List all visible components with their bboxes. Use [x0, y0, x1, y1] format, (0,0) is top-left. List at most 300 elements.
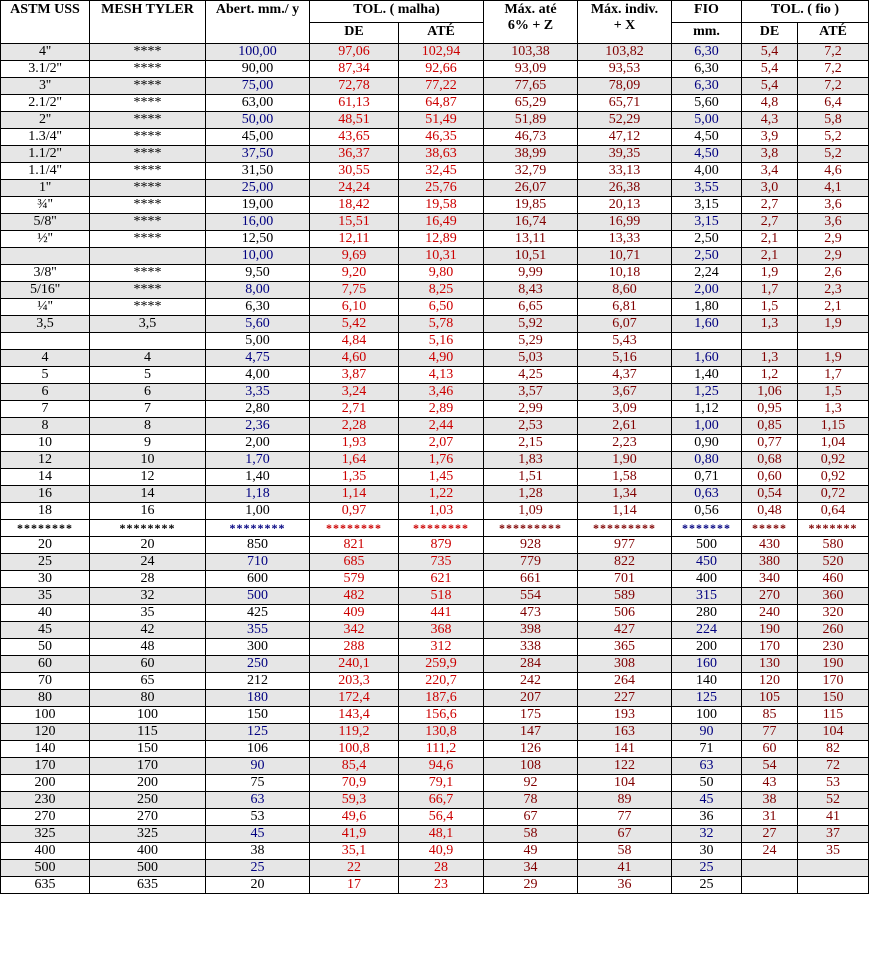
cell-fio: 100 — [672, 707, 742, 724]
table-row — [1, 486, 869, 503]
cell-tol-fio-de: 4,3 — [742, 112, 798, 129]
cell-tol-fio-ate: 115 — [798, 707, 869, 724]
cell-astm: 3,5 — [1, 316, 90, 333]
cell-tol-malha-de: 22 — [310, 860, 399, 877]
cell-tol-malha-de: 1,93 — [310, 435, 399, 452]
cell-max-ate: 38,99 — [484, 146, 578, 163]
cell-abertura: 5,00 — [206, 333, 310, 350]
cell-tol-fio-de: 3,0 — [742, 180, 798, 197]
cell-tol-malha-de: 48,51 — [310, 112, 399, 129]
cell-max-ate: 661 — [484, 571, 578, 588]
cell-tol-malha-de: 17 — [310, 877, 399, 894]
cell-tol-malha-de: 482 — [310, 588, 399, 605]
cell-abertura: 63 — [206, 792, 310, 809]
cell-tol-malha-ate: 1,45 — [399, 469, 484, 486]
cell-tol-malha-de: 85,4 — [310, 758, 399, 775]
cell-abertura: 106 — [206, 741, 310, 758]
cell-tol-fio-ate: 0,72 — [798, 486, 869, 503]
cell-mesh-tyler: 60 — [90, 656, 206, 673]
cell-abertura: 16,00 — [206, 214, 310, 231]
cell-astm: 5/8'' — [1, 214, 90, 231]
cell-max-indiv: 1,14 — [578, 503, 672, 520]
cell-astm: 5 — [1, 367, 90, 384]
cell-tol-fio-de: 0,60 — [742, 469, 798, 486]
cell-fio: 71 — [672, 741, 742, 758]
cell-tol-fio-ate: 3,6 — [798, 197, 869, 214]
cell-tol-malha-de: 61,13 — [310, 95, 399, 112]
cell-tol-malha-ate: 48,1 — [399, 826, 484, 843]
cell-tol-fio-ate: 72 — [798, 758, 869, 775]
cell-tol-malha-de: 59,3 — [310, 792, 399, 809]
cell-max-ate: 3,57 — [484, 384, 578, 401]
cell-astm: 30 — [1, 571, 90, 588]
cell-fio: 4,50 — [672, 146, 742, 163]
cell-astm: ½'' — [1, 231, 90, 248]
cell-tol-fio-ate: 4,1 — [798, 180, 869, 197]
cell-tol-fio-ate — [798, 860, 869, 877]
cell-mesh-tyler: 10 — [90, 452, 206, 469]
table-row — [1, 163, 869, 180]
cell-tol-malha-ate: 9,80 — [399, 265, 484, 282]
cell-astm — [1, 333, 90, 350]
cell-tol-fio-de: 190 — [742, 622, 798, 639]
cell-abertura: 20 — [206, 877, 310, 894]
header-max-ate — [484, 1, 578, 44]
cell-fio: 1,60 — [672, 350, 742, 367]
cell-max-ate: 8,43 — [484, 282, 578, 299]
cell-tol-malha-ate: 46,35 — [399, 129, 484, 146]
cell-astm: 1'' — [1, 180, 90, 197]
cell-max-indiv: 141 — [578, 741, 672, 758]
table-row — [1, 214, 869, 231]
cell-tol-fio-de: 24 — [742, 843, 798, 860]
cell-tol-fio-ate: 104 — [798, 724, 869, 741]
cell-tol-fio-de: 5,4 — [742, 44, 798, 61]
cell-tol-fio-de: 1,5 — [742, 299, 798, 316]
cell-max-indiv: 103,82 — [578, 44, 672, 61]
cell-tol-fio-ate: 1,9 — [798, 316, 869, 333]
cell-abertura: 3,35 — [206, 384, 310, 401]
cell-astm: 10 — [1, 435, 90, 452]
cell-tol-malha-ate: 259,9 — [399, 656, 484, 673]
cell-abertura: 75 — [206, 775, 310, 792]
cell-tol-malha-de: 3,87 — [310, 367, 399, 384]
cell-tol-malha-de: 579 — [310, 571, 399, 588]
cell-tol-malha-de: 685 — [310, 554, 399, 571]
cell-abertura: 38 — [206, 843, 310, 860]
cell-astm: 1.3/4'' — [1, 129, 90, 146]
table-row — [1, 503, 869, 520]
cell-astm: 3.1/2'' — [1, 61, 90, 78]
cell-max-ate: 78 — [484, 792, 578, 809]
cell-mesh-tyler: 100 — [90, 707, 206, 724]
cell-max-ate: 5,29 — [484, 333, 578, 350]
cell-abertura: 31,50 — [206, 163, 310, 180]
cell-astm: 100 — [1, 707, 90, 724]
cell-abertura: 2,00 — [206, 435, 310, 452]
cell-max-ate: 6,65 — [484, 299, 578, 316]
cell-astm: 60 — [1, 656, 90, 673]
cell-tol-fio-de: 2,1 — [742, 248, 798, 265]
cell-fio: 2,24 — [672, 265, 742, 282]
cell-astm: 80 — [1, 690, 90, 707]
cell-mesh-tyler: 24 — [90, 554, 206, 571]
cell-fio: 90 — [672, 724, 742, 741]
cell-abertura: 150 — [206, 707, 310, 724]
cell-tol-malha-de: 9,20 — [310, 265, 399, 282]
cell-tol-fio-ate — [798, 333, 869, 350]
cell-max-indiv: 10,71 — [578, 248, 672, 265]
cell-tol-fio-de: 1,3 — [742, 316, 798, 333]
header-malha-ate: ATÉ — [399, 23, 484, 44]
cell-max-indiv: 93,53 — [578, 61, 672, 78]
cell-max-indiv: 13,33 — [578, 231, 672, 248]
cell-fio: ******* — [672, 520, 742, 537]
cell-mesh-tyler: 400 — [90, 843, 206, 860]
cell-tol-fio-de: 85 — [742, 707, 798, 724]
cell-max-indiv: 5,16 — [578, 350, 672, 367]
cell-abertura: 25 — [206, 860, 310, 877]
cell-max-ate: 13,11 — [484, 231, 578, 248]
cell-astm: 25 — [1, 554, 90, 571]
cell-abertura: 8,00 — [206, 282, 310, 299]
cell-max-indiv: 6,07 — [578, 316, 672, 333]
table-row — [1, 622, 869, 639]
table-row — [1, 129, 869, 146]
table-row — [1, 639, 869, 656]
cell-tol-fio-de: 270 — [742, 588, 798, 605]
cell-max-indiv: 16,99 — [578, 214, 672, 231]
header-max-ate-sub: 6% + Z — [507, 18, 554, 33]
cell-tol-fio-de: 0,95 — [742, 401, 798, 418]
cell-max-ate: 29 — [484, 877, 578, 894]
cell-abertura: 2,36 — [206, 418, 310, 435]
cell-fio: 280 — [672, 605, 742, 622]
cell-max-indiv: 41 — [578, 860, 672, 877]
cell-fio: 450 — [672, 554, 742, 571]
table-row — [1, 350, 869, 367]
cell-astm: 12 — [1, 452, 90, 469]
cell-fio: 125 — [672, 690, 742, 707]
cell-tol-malha-ate: 130,8 — [399, 724, 484, 741]
cell-mesh-tyler: **** — [90, 95, 206, 112]
cell-max-indiv: 89 — [578, 792, 672, 809]
table-row — [1, 792, 869, 809]
cell-max-ate: 108 — [484, 758, 578, 775]
cell-max-indiv: 308 — [578, 656, 672, 673]
cell-tol-malha-ate: 16,49 — [399, 214, 484, 231]
cell-mesh-tyler: **** — [90, 282, 206, 299]
cell-tol-fio-de: 0,85 — [742, 418, 798, 435]
cell-abertura: 50,00 — [206, 112, 310, 129]
cell-astm: 2.1/2'' — [1, 95, 90, 112]
cell-abertura: 1,70 — [206, 452, 310, 469]
cell-tol-fio-ate: 1,15 — [798, 418, 869, 435]
cell-tol-malha-de: 72,78 — [310, 78, 399, 95]
cell-abertura: 90,00 — [206, 61, 310, 78]
cell-astm: 40 — [1, 605, 90, 622]
table-row — [1, 78, 869, 95]
cell-tol-malha-ate: 441 — [399, 605, 484, 622]
cell-tol-malha-de: 9,69 — [310, 248, 399, 265]
cell-max-indiv: 26,38 — [578, 180, 672, 197]
cell-tol-fio-de: 0,48 — [742, 503, 798, 520]
cell-fio: 1,60 — [672, 316, 742, 333]
cell-tol-fio-de — [742, 860, 798, 877]
cell-max-ate: 65,29 — [484, 95, 578, 112]
cell-max-indiv: 33,13 — [578, 163, 672, 180]
table-row — [1, 537, 869, 554]
cell-mesh-tyler: 32 — [90, 588, 206, 605]
cell-fio: 0,71 — [672, 469, 742, 486]
cell-abertura: 75,00 — [206, 78, 310, 95]
cell-astm: 70 — [1, 673, 90, 690]
table-row — [1, 146, 869, 163]
cell-tol-fio-ate: 1,3 — [798, 401, 869, 418]
cell-mesh-tyler: 80 — [90, 690, 206, 707]
table-row — [1, 690, 869, 707]
cell-tol-fio-de: 1,2 — [742, 367, 798, 384]
header-max-indiv — [578, 1, 672, 44]
cell-tol-fio-de: 2,7 — [742, 214, 798, 231]
header-abertura: Abert. mm./ y — [206, 1, 310, 44]
cell-fio: 400 — [672, 571, 742, 588]
cell-max-ate: 779 — [484, 554, 578, 571]
cell-tol-malha-ate: 40,9 — [399, 843, 484, 860]
cell-fio: 25 — [672, 877, 742, 894]
table-row — [1, 44, 869, 61]
cell-tol-malha-ate: 2,89 — [399, 401, 484, 418]
cell-tol-fio-de: 3,9 — [742, 129, 798, 146]
cell-max-indiv: 52,29 — [578, 112, 672, 129]
table-row — [1, 843, 869, 860]
cell-abertura: 100,00 — [206, 44, 310, 61]
cell-tol-malha-ate: 23 — [399, 877, 484, 894]
cell-tol-fio-ate: 2,6 — [798, 265, 869, 282]
cell-tol-malha-ate: 4,13 — [399, 367, 484, 384]
cell-tol-fio-de: 3,4 — [742, 163, 798, 180]
table-row — [1, 282, 869, 299]
cell-max-ate: 46,73 — [484, 129, 578, 146]
cell-max-ate: 5,92 — [484, 316, 578, 333]
cell-tol-malha-de: 3,24 — [310, 384, 399, 401]
cell-max-indiv: 78,09 — [578, 78, 672, 95]
cell-max-indiv: 2,23 — [578, 435, 672, 452]
table-row — [1, 520, 869, 537]
cell-fio: 3,55 — [672, 180, 742, 197]
cell-tol-fio-ate: 3,6 — [798, 214, 869, 231]
cell-mesh-tyler: **** — [90, 265, 206, 282]
cell-astm: 14 — [1, 469, 90, 486]
cell-tol-malha-ate: 12,89 — [399, 231, 484, 248]
cell-max-indiv: 6,81 — [578, 299, 672, 316]
cell-fio: 315 — [672, 588, 742, 605]
cell-tol-malha-de: 18,42 — [310, 197, 399, 214]
cell-tol-malha-de: 1,64 — [310, 452, 399, 469]
cell-max-ate: 67 — [484, 809, 578, 826]
table-row — [1, 401, 869, 418]
table-row — [1, 724, 869, 741]
cell-abertura: 5,60 — [206, 316, 310, 333]
cell-tol-fio-ate: 6,4 — [798, 95, 869, 112]
cell-tol-malha-ate: 621 — [399, 571, 484, 588]
cell-tol-fio-de: 4,8 — [742, 95, 798, 112]
cell-tol-malha-de: 12,11 — [310, 231, 399, 248]
cell-fio: 50 — [672, 775, 742, 792]
cell-mesh-tyler: 250 — [90, 792, 206, 809]
cell-max-indiv: 701 — [578, 571, 672, 588]
cell-mesh-tyler: 14 — [90, 486, 206, 503]
cell-max-ate: 5,03 — [484, 350, 578, 367]
cell-fio: 200 — [672, 639, 742, 656]
cell-tol-malha-ate: 94,6 — [399, 758, 484, 775]
cell-tol-malha-ate: 879 — [399, 537, 484, 554]
cell-max-ate: 473 — [484, 605, 578, 622]
cell-mesh-tyler: 170 — [90, 758, 206, 775]
cell-mesh-tyler: 48 — [90, 639, 206, 656]
cell-abertura: 90 — [206, 758, 310, 775]
cell-max-ate: 16,74 — [484, 214, 578, 231]
cell-astm: 35 — [1, 588, 90, 605]
cell-fio: 6,30 — [672, 61, 742, 78]
cell-tol-malha-de: 821 — [310, 537, 399, 554]
cell-abertura: 125 — [206, 724, 310, 741]
cell-tol-fio-de: 0,68 — [742, 452, 798, 469]
cell-mesh-tyler: 8 — [90, 418, 206, 435]
cell-tol-fio-de: ***** — [742, 520, 798, 537]
cell-astm: ¼'' — [1, 299, 90, 316]
cell-max-ate: ********* — [484, 520, 578, 537]
cell-tol-fio-ate: 1,7 — [798, 367, 869, 384]
cell-astm: 8 — [1, 418, 90, 435]
cell-astm: 230 — [1, 792, 90, 809]
cell-tol-fio-de: 430 — [742, 537, 798, 554]
cell-mesh-tyler: **** — [90, 44, 206, 61]
cell-abertura: 25,00 — [206, 180, 310, 197]
cell-tol-fio-de: 1,7 — [742, 282, 798, 299]
cell-tol-fio-de: 2,1 — [742, 231, 798, 248]
cell-max-ate: 103,38 — [484, 44, 578, 61]
table-row — [1, 418, 869, 435]
cell-max-ate: 554 — [484, 588, 578, 605]
cell-tol-malha-ate: 368 — [399, 622, 484, 639]
cell-mesh-tyler: 12 — [90, 469, 206, 486]
cell-abertura: 45 — [206, 826, 310, 843]
cell-max-indiv: 58 — [578, 843, 672, 860]
cell-max-indiv: 4,37 — [578, 367, 672, 384]
cell-tol-fio-de: 27 — [742, 826, 798, 843]
cell-tol-malha-de: 5,42 — [310, 316, 399, 333]
cell-tol-malha-de: 7,75 — [310, 282, 399, 299]
cell-tol-fio-de: 5,4 — [742, 78, 798, 95]
cell-abertura: 212 — [206, 673, 310, 690]
cell-mesh-tyler: **** — [90, 78, 206, 95]
cell-max-indiv: 506 — [578, 605, 672, 622]
cell-astm: 140 — [1, 741, 90, 758]
cell-max-indiv: 163 — [578, 724, 672, 741]
cell-tol-malha-ate: 518 — [399, 588, 484, 605]
cell-abertura: 53 — [206, 809, 310, 826]
cell-mesh-tyler: 115 — [90, 724, 206, 741]
cell-tol-malha-ate: 1,76 — [399, 452, 484, 469]
cell-fio: 1,80 — [672, 299, 742, 316]
cell-max-indiv: 39,35 — [578, 146, 672, 163]
cell-fio: 5,00 — [672, 112, 742, 129]
table-row — [1, 571, 869, 588]
cell-abertura: 850 — [206, 537, 310, 554]
cell-abertura: 37,50 — [206, 146, 310, 163]
cell-max-ate: 10,51 — [484, 248, 578, 265]
cell-tol-malha-de: 4,60 — [310, 350, 399, 367]
cell-fio: 6,30 — [672, 44, 742, 61]
cell-astm: 18 — [1, 503, 90, 520]
cell-mesh-tyler: **** — [90, 61, 206, 78]
cell-max-indiv: 227 — [578, 690, 672, 707]
cell-max-ate: 2,53 — [484, 418, 578, 435]
cell-tol-fio-ate: 580 — [798, 537, 869, 554]
cell-tol-malha-de: 1,14 — [310, 486, 399, 503]
header-tol-fio: TOL. ( fio ) — [742, 1, 869, 23]
cell-max-ate: 147 — [484, 724, 578, 741]
cell-tol-malha-ate: 66,7 — [399, 792, 484, 809]
cell-max-indiv: 77 — [578, 809, 672, 826]
cell-tol-fio-ate: 170 — [798, 673, 869, 690]
cell-tol-fio-de: 340 — [742, 571, 798, 588]
cell-tol-fio-ate: 7,2 — [798, 61, 869, 78]
cell-tol-fio-de: 170 — [742, 639, 798, 656]
cell-fio: 3,15 — [672, 197, 742, 214]
header-max-indiv-label: Máx. indiv. — [590, 2, 659, 17]
cell-mesh-tyler: **** — [90, 214, 206, 231]
table-row — [1, 452, 869, 469]
table-row — [1, 605, 869, 622]
cell-tol-fio-de — [742, 877, 798, 894]
cell-abertura: 425 — [206, 605, 310, 622]
cell-tol-malha-ate: 3,46 — [399, 384, 484, 401]
cell-fio: 1,00 — [672, 418, 742, 435]
cell-tol-fio-ate: 1,5 — [798, 384, 869, 401]
cell-tol-malha-de: 87,34 — [310, 61, 399, 78]
cell-astm: 635 — [1, 877, 90, 894]
cell-tol-malha-ate: 79,1 — [399, 775, 484, 792]
cell-tol-malha-de: 1,35 — [310, 469, 399, 486]
cell-abertura: 45,00 — [206, 129, 310, 146]
cell-tol-malha-ate: 111,2 — [399, 741, 484, 758]
table-row — [1, 333, 869, 350]
cell-abertura: 500 — [206, 588, 310, 605]
cell-max-ate: 2,99 — [484, 401, 578, 418]
cell-fio: 25 — [672, 860, 742, 877]
cell-mesh-tyler: **** — [90, 163, 206, 180]
cell-tol-fio-ate: 4,6 — [798, 163, 869, 180]
cell-mesh-tyler: 35 — [90, 605, 206, 622]
cell-mesh-tyler: ******** — [90, 520, 206, 537]
table-row — [1, 265, 869, 282]
table-row — [1, 231, 869, 248]
cell-abertura: 180 — [206, 690, 310, 707]
cell-tol-malha-de: 0,97 — [310, 503, 399, 520]
table-row — [1, 809, 869, 826]
cell-astm: 270 — [1, 809, 90, 826]
cell-abertura: 4,75 — [206, 350, 310, 367]
cell-max-ate: 51,89 — [484, 112, 578, 129]
cell-tol-fio-ate: 2,9 — [798, 231, 869, 248]
cell-tol-malha-ate: 2,07 — [399, 435, 484, 452]
cell-mesh-tyler: 28 — [90, 571, 206, 588]
cell-abertura: 1,18 — [206, 486, 310, 503]
cell-tol-malha-ate: 8,25 — [399, 282, 484, 299]
cell-tol-malha-ate: 1,03 — [399, 503, 484, 520]
